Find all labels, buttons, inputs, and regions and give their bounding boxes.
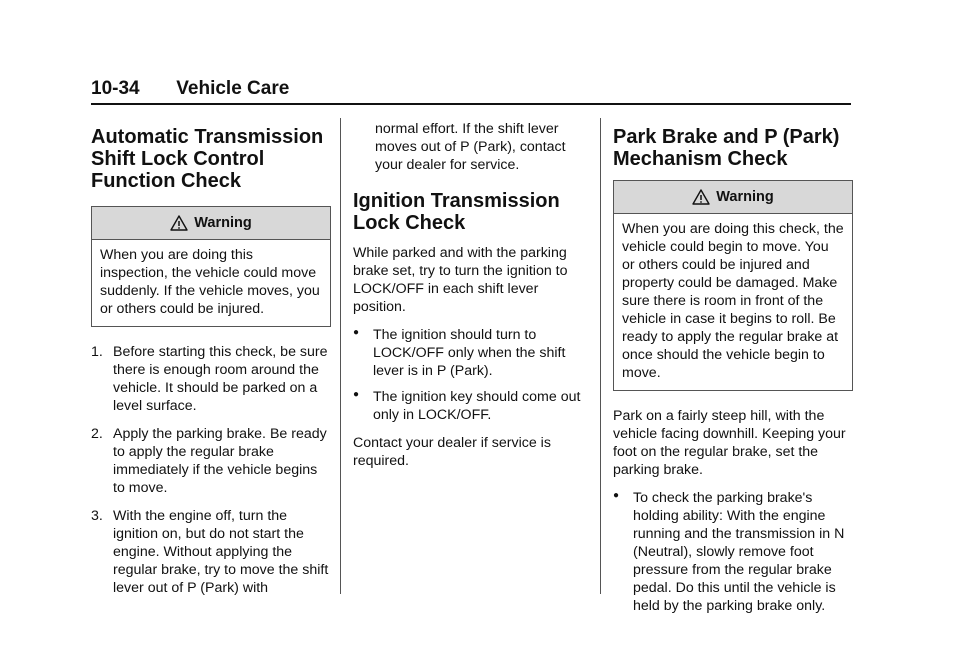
section-heading: Park Brake and P (Park) Mechanism Check [613,126,840,170]
page-number: 10-34 [91,78,140,99]
section-heading: Automatic Transmission Shift Lock Control Function Check [91,126,324,192]
warning-header [92,207,330,240]
step-item [91,343,331,415]
warning-label: Warning [194,215,252,231]
bullet-text: The ignition should turn to LOCK/OFF only when the shift lever is in P (Park). [373,327,566,379]
bullet-text: The ignition key should come out only in LOCK/OFF. [373,389,581,423]
bullet-item [353,388,585,424]
bullet-text: To check the parking brake's holding ability: With the engine running and the transmission in N (Neutral), slowly remove foot pressure from the regular brake pedal. Do this until the vehicle is held by the parking brake only. [633,490,845,614]
step-list [91,343,331,597]
step-item [91,507,331,597]
step-text: With the engine off, turn the ignition on, but do not start the engine. Without applying the regular brake, try to move the shift lever out of P (Park) with [113,508,329,596]
header-divider [91,103,851,105]
paragraph: While parked and with the parking brake set, try to turn the ignition to LOCK/OFF in each shift lever position. [353,245,568,315]
column-2 [353,120,585,480]
section-heading: Ignition Transmission Lock Check [353,190,560,234]
step-number: 2. [91,426,103,442]
step-continuation: normal effort. If the shift lever moves out of P (Park), contact your dealer for service. [375,121,566,173]
warning-icon [170,215,188,231]
column-3 [613,126,853,625]
column-1 [91,126,331,607]
warning-box [91,206,331,327]
paragraph: Contact your dealer if service is required. [353,435,551,469]
bullet-list [353,326,585,424]
warning-text: When you are doing this inspection, the vehicle could move suddenly. If the vehicle moves, you or others could be injured. [100,247,320,317]
step-number: 1. [91,344,103,360]
step-text: Apply the parking brake. Be ready to apply the regular brake immediately if the vehicle begins to move. [113,426,327,496]
bullet-item [613,489,853,615]
warning-text: When you are doing this check, the vehicle could begin to move. You or others could be injured and property could be damaged. Make sure there is room in front of the vehicle in case it begins to roll. Be ready to apply the regular brake at once should the vehicle begin to move. [622,221,844,381]
warning-header [614,181,852,214]
warning-icon [692,189,710,205]
step-number: 3. [91,508,103,524]
bullet-list [613,489,853,615]
bullet-icon: ● [613,490,620,501]
warning-box [613,180,853,391]
paragraph: Park on a fairly steep hill, with the vehicle facing downhill. Keeping your foot on the regular brake, set the parking brake. [613,408,846,478]
bullet-icon: ● [353,389,360,400]
page-header [91,78,851,100]
column-divider-1 [340,118,341,594]
warning-label: Warning [716,189,774,205]
step-item [91,425,331,497]
bullet-icon: ● [353,327,360,338]
bullet-item [353,326,585,380]
section-title: Vehicle Care [176,78,290,99]
column-divider-2 [600,118,601,594]
step-text: Before starting this check, be sure there is enough room around the vehicle. It should be parked on a level surface. [113,344,328,414]
